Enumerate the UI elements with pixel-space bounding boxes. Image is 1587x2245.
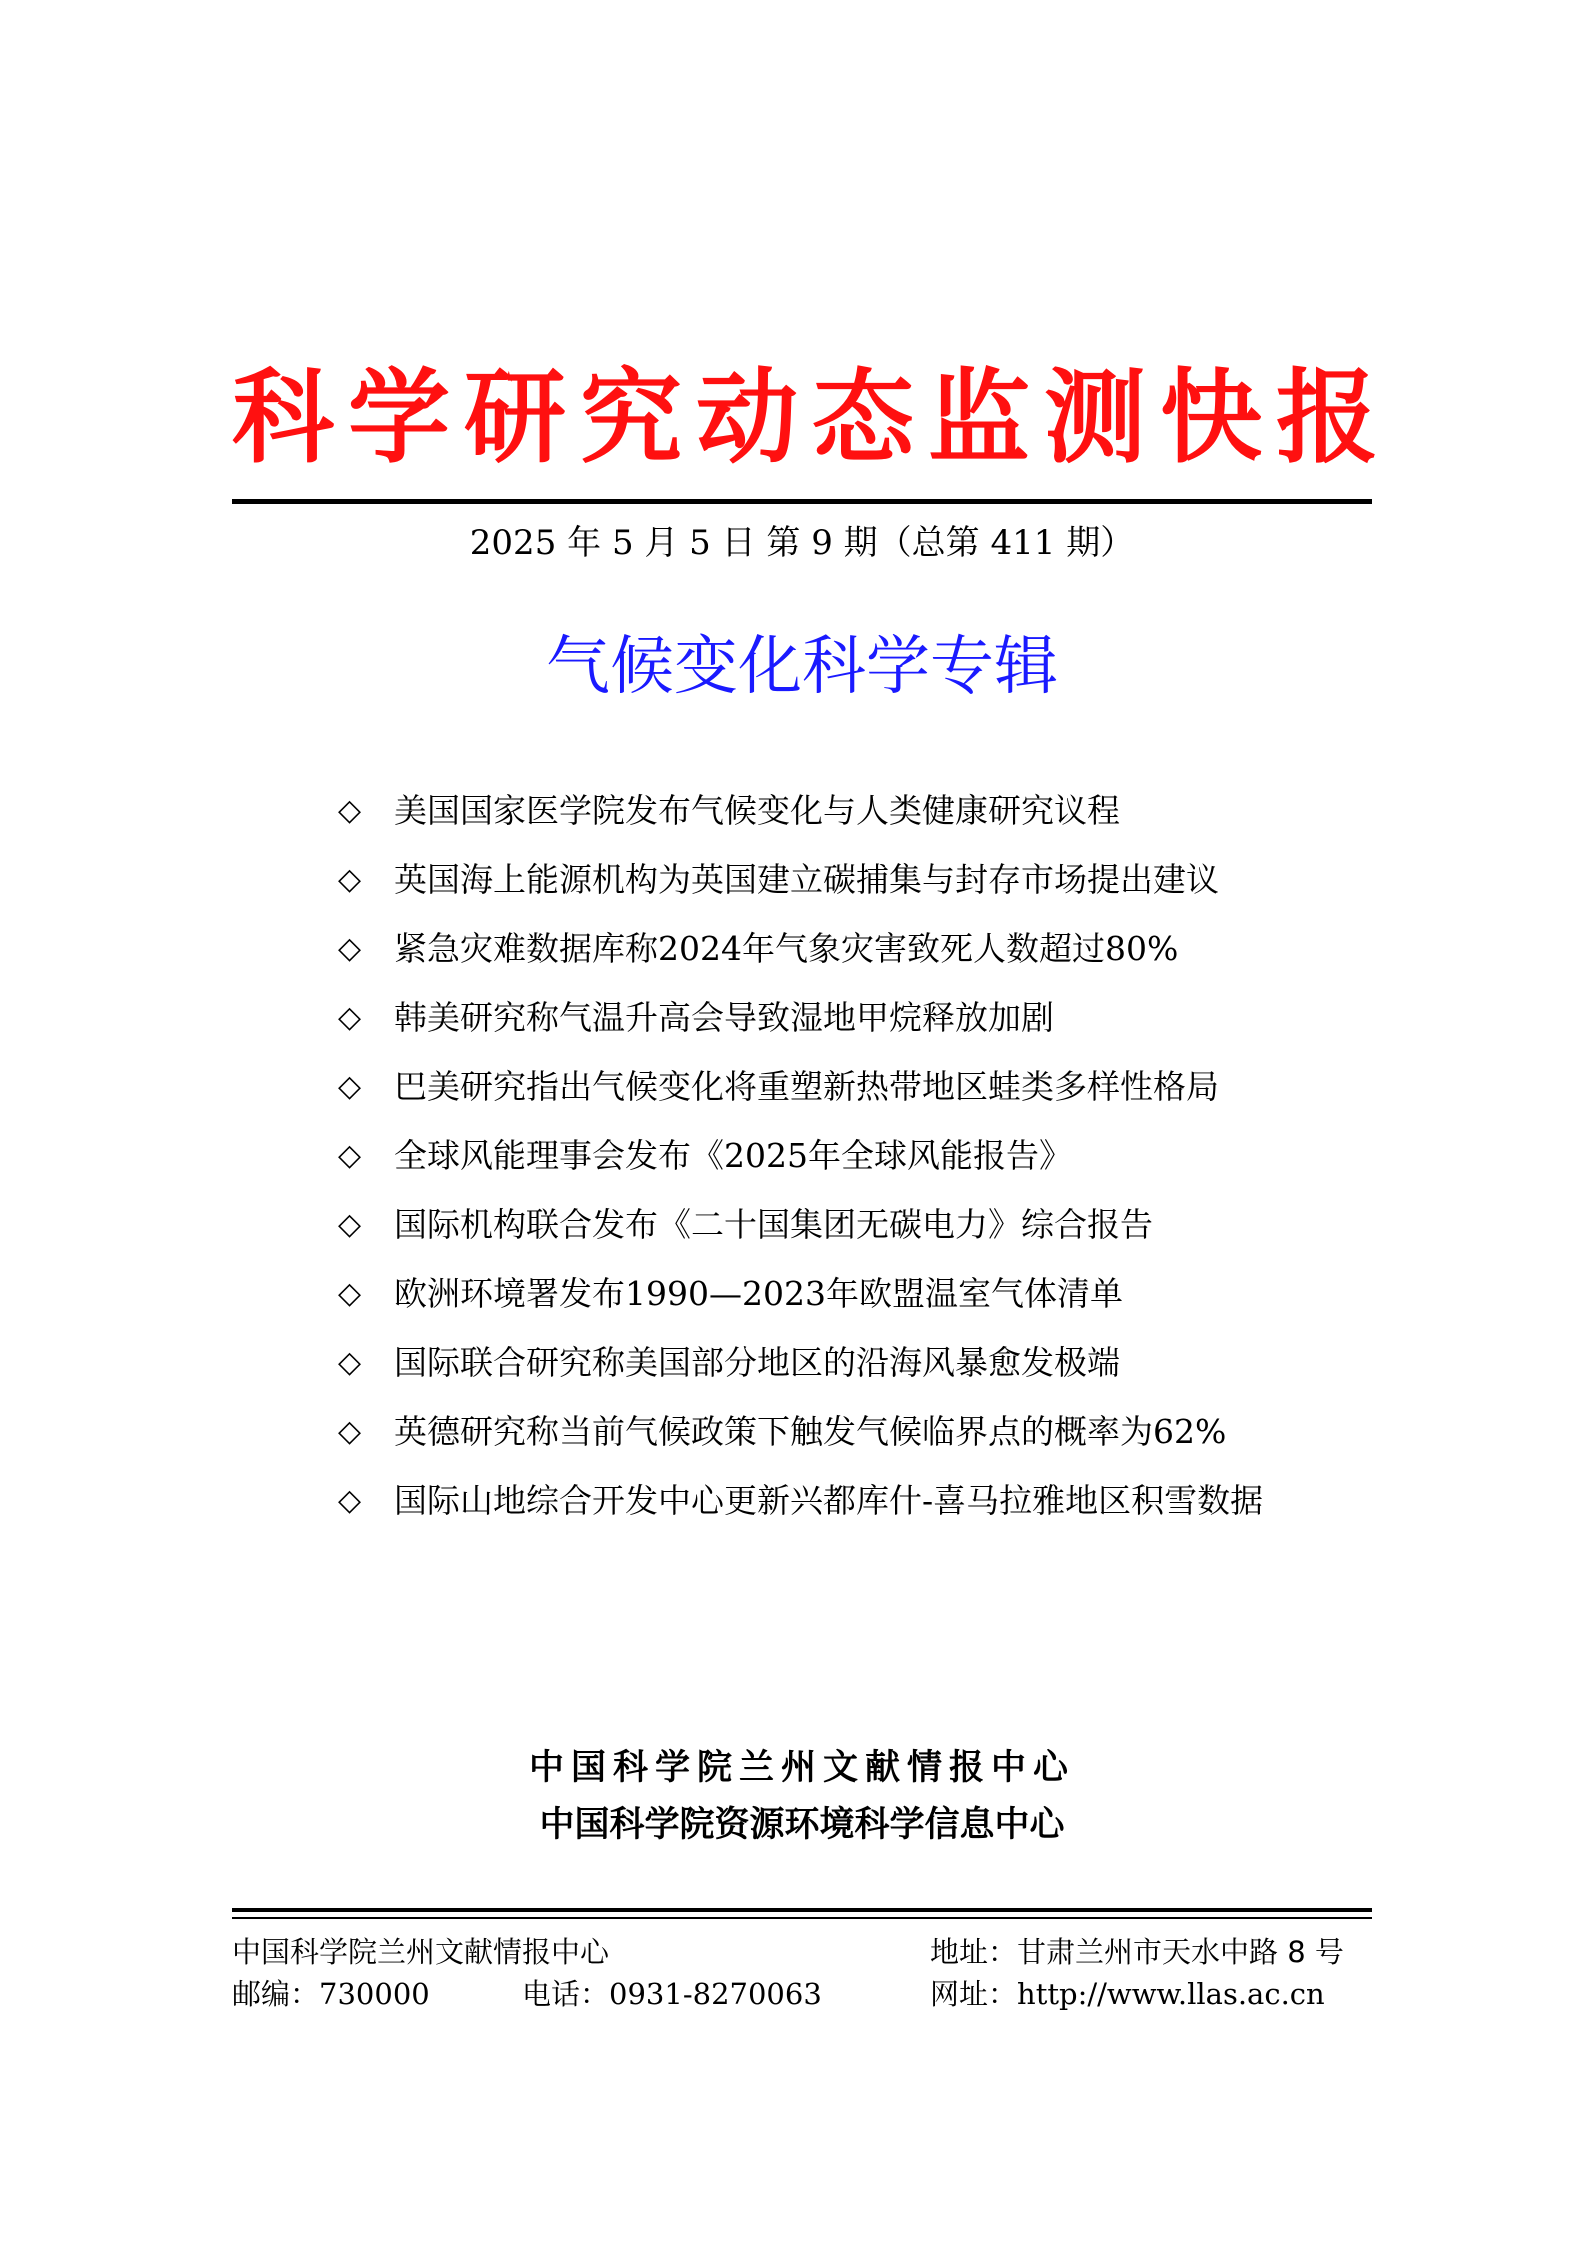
toc-item[interactable] — [338, 1268, 1378, 1337]
diamond-bullet-icon: ◇ — [338, 793, 362, 828]
diamond-bullet-icon: ◇ — [338, 1138, 362, 1173]
address-value: 甘肃兰州市天水中路 8 号 — [1017, 1935, 1344, 1969]
masthead-divider — [232, 499, 1372, 504]
website-label: 网址： — [930, 1977, 1018, 2011]
issue-date-line: 2025 年 5 月 5 日 第 9 期（总第 411 期） — [469, 523, 1135, 563]
diamond-bullet-icon: ◇ — [338, 1414, 362, 1449]
diamond-bullet-icon: ◇ — [338, 1276, 362, 1311]
footer-divider-thin — [232, 1917, 1372, 1919]
toc-item[interactable] — [338, 854, 1378, 923]
diamond-bullet-icon: ◇ — [338, 1345, 362, 1380]
toc-item-text: 国际山地综合开发中心更新兴都库什-喜马拉雅地区积雪数据 — [394, 1481, 1264, 1520]
publishers-block — [232, 1740, 1372, 1854]
toc-item-text: 韩美研究称气温升高会导致湿地甲烷释放加剧 — [394, 998, 1054, 1037]
footer-row — [232, 1973, 1372, 2015]
phone-value: 0931-8270063 — [609, 1977, 822, 2011]
toc-item-text: 英德研究称当前气候政策下触发气候临界点的概率为62% — [394, 1412, 1227, 1451]
toc-item-text: 国际联合研究称美国部分地区的沿海风暴愈发极端 — [394, 1343, 1120, 1382]
diamond-bullet-icon: ◇ — [338, 1069, 362, 1104]
footer-phone — [522, 1973, 822, 2015]
diamond-bullet-icon: ◇ — [338, 931, 362, 966]
toc-item[interactable] — [338, 1061, 1378, 1130]
footer-postcode — [232, 1973, 430, 2015]
address-label: 地址： — [930, 1935, 1018, 1969]
toc-item-text: 紧急灾难数据库称2024年气象灾害致死人数超过80% — [394, 929, 1179, 968]
footer-website[interactable] — [930, 1973, 1325, 2015]
toc-item-text: 英国海上能源机构为英国建立碳捕集与封存市场提出建议 — [394, 860, 1219, 899]
toc-item-text: 美国国家医学院发布气候变化与人类健康研究议程 — [394, 791, 1120, 830]
toc-item[interactable] — [338, 1406, 1378, 1475]
toc-item-text: 欧洲环境署发布1990—2023年欧盟温室气体清单 — [394, 1274, 1123, 1313]
toc-item[interactable] — [338, 785, 1378, 854]
toc-item[interactable] — [338, 1337, 1378, 1406]
masthead-title: 科学研究动态监测快报 — [232, 358, 1392, 478]
postcode-label: 邮编： — [232, 1977, 320, 2011]
phone-label: 电话： — [522, 1977, 610, 2011]
toc-item[interactable] — [338, 1475, 1378, 1544]
publisher-name: 中国科学院兰州文献情报中心 — [528, 1748, 1075, 1788]
toc-item-text: 巴美研究指出气候变化将重塑新热带地区蛙类多样性格局 — [394, 1067, 1219, 1106]
special-issue-title: 气候变化科学专辑 — [546, 630, 1058, 704]
footer-divider — [232, 1908, 1372, 1912]
footer-row — [232, 1931, 1372, 1973]
toc-item[interactable] — [338, 992, 1378, 1061]
postcode-value: 730000 — [319, 1977, 430, 2011]
toc-item[interactable] — [338, 1130, 1378, 1199]
toc-item[interactable] — [338, 923, 1378, 992]
table-of-contents — [338, 785, 1378, 1544]
diamond-bullet-icon: ◇ — [338, 1000, 362, 1035]
diamond-bullet-icon: ◇ — [338, 1483, 362, 1518]
toc-item-text: 国际机构联合发布《二十国集团无碳电力》综合报告 — [394, 1205, 1153, 1244]
publisher-name: 中国科学院资源环境科学信息中心 — [539, 1805, 1065, 1845]
footer-organization: 中国科学院兰州文献情报中心 — [232, 1935, 610, 1969]
website-link[interactable]: http://www.llas.ac.cn — [1017, 1977, 1325, 2011]
footer-address — [930, 1931, 1344, 1973]
diamond-bullet-icon: ◇ — [338, 1207, 362, 1242]
toc-item-text: 全球风能理事会发布《2025年全球风能报告》 — [394, 1136, 1072, 1175]
diamond-bullet-icon: ◇ — [338, 862, 362, 897]
toc-item[interactable] — [338, 1199, 1378, 1268]
